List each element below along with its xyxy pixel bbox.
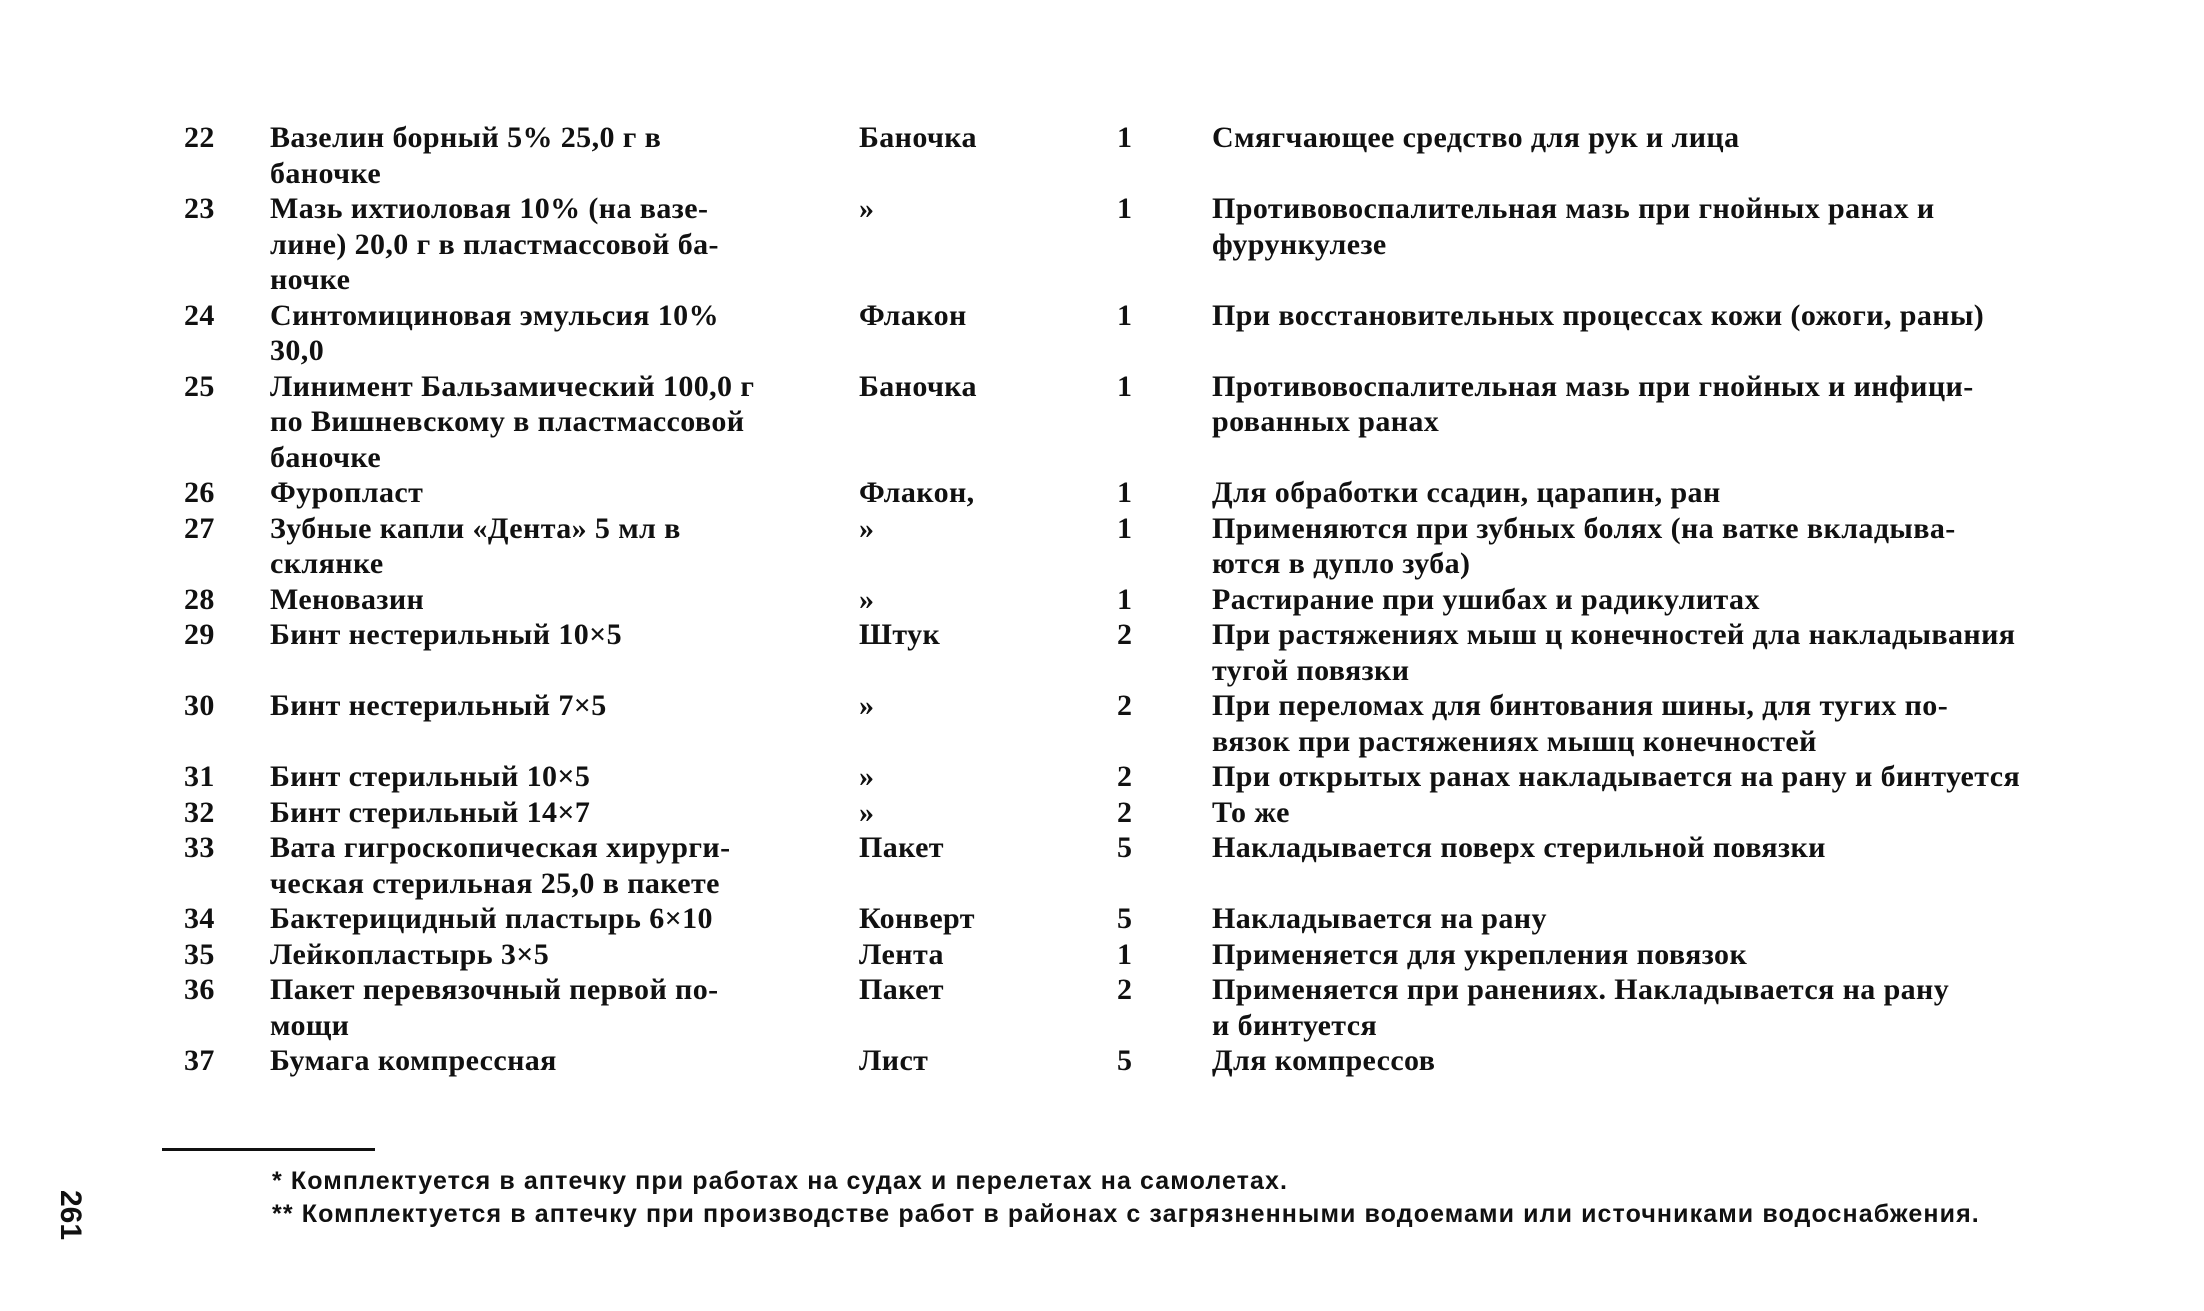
item-purpose: При восстановительных процессах кожи (ожоги, раны)	[1212, 298, 1985, 332]
item-number: 24	[184, 298, 215, 332]
item-name: Синтомициновая эмульсия 10% 30,0	[270, 298, 719, 367]
item-number: 25	[184, 369, 215, 403]
item-purpose: При открытых ранах накладывается на рану и бинтуется	[1212, 760, 2021, 793]
item-name: Вата гигроскопическая хирурги- ческая стерильная 25,0 в пакете	[270, 831, 731, 900]
item-number: 37	[184, 1044, 215, 1077]
item-purpose: Противовоспалительная мазь при гнойных и инфици- рованных ранах	[1212, 369, 1974, 438]
item-purpose: То же	[1212, 795, 1290, 829]
item-name: Фуропласт	[270, 476, 424, 509]
item-name: Вазелин борный 5% 25,0 г в баночке	[270, 121, 662, 190]
item-name: Пакет перевязочный первой по- мощи	[270, 973, 719, 1042]
item-package: Штук	[859, 618, 941, 651]
item-number: 35	[184, 937, 215, 971]
table-row	[180, 582, 2170, 618]
item-purpose: Противовоспалительная мазь при гнойных ранах и фурункулезе	[1212, 192, 1935, 261]
table-row	[180, 369, 2170, 476]
item-purpose: Для компрессов	[1212, 1044, 1436, 1077]
item-package: Конверт	[859, 902, 975, 935]
item-package: »	[859, 511, 875, 545]
item-purpose: Применяется для укрепления повязок	[1212, 937, 1748, 971]
table-row	[180, 511, 2170, 582]
item-package: »	[859, 192, 875, 225]
item-quantity: 5	[1117, 831, 1133, 864]
item-purpose: Для обработки ссадин, царапин, ран	[1212, 476, 1721, 509]
item-quantity: 5	[1117, 902, 1133, 935]
item-number: 31	[184, 760, 215, 793]
item-number: 34	[184, 902, 215, 935]
item-name: Линимент Бальзамический 100,0 г по Вишневскому в пластмассовой баночке	[270, 369, 755, 474]
item-package: Баночка	[859, 121, 977, 154]
table-row	[180, 688, 2170, 759]
item-name: Бинт стерильный 14×7	[270, 795, 591, 829]
item-number: 26	[184, 476, 215, 509]
item-package: Лист	[859, 1044, 929, 1077]
item-package: Флакон	[859, 298, 967, 332]
item-name: Зубные капли «Дента» 5 мл в склянке	[270, 511, 681, 580]
supply-table	[180, 120, 2170, 1079]
item-quantity: 2	[1117, 618, 1133, 651]
item-purpose: Растирание при ушибах и радикулитах	[1212, 582, 1760, 616]
table-row	[180, 937, 2170, 973]
item-package: Флакон,	[859, 476, 975, 509]
item-quantity: 1	[1117, 121, 1133, 154]
item-quantity: 1	[1117, 298, 1133, 332]
item-quantity: 1	[1117, 937, 1133, 971]
table-row	[180, 475, 2170, 511]
item-quantity: 5	[1117, 1044, 1133, 1077]
item-purpose: Накладывается на рану	[1212, 902, 1547, 935]
table-row	[180, 830, 2170, 901]
item-name: Бинт нестерильный 7×5	[270, 689, 607, 722]
item-number: 33	[184, 831, 215, 864]
page-number: 261	[54, 1189, 87, 1241]
item-purpose: Применяются при зубных болях (на ватке вкладыва- ются в дупло зуба)	[1212, 511, 1956, 580]
table-row	[180, 901, 2170, 937]
item-package: Баночка	[859, 369, 977, 403]
item-name: Бумага компрессная	[270, 1044, 557, 1077]
item-package: Пакет	[859, 831, 944, 864]
item-package: Лента	[859, 937, 944, 971]
item-purpose: Смягчающее средство для рук и лица	[1212, 121, 1740, 154]
item-name: Бинт стерильный 10×5	[270, 760, 591, 793]
table-row	[180, 759, 2170, 795]
item-name: Лейкопластырь 3×5	[270, 937, 550, 971]
item-name: Мазь ихтиоловая 10% (на вазе- лине) 20,0 г в пластмассовой ба- ночке	[270, 192, 719, 296]
item-purpose: При переломах для бинтования шины, для тугих по- вязок при растяжениях мышц конечностей	[1212, 689, 1949, 758]
item-package: »	[859, 760, 875, 793]
item-quantity: 1	[1117, 369, 1133, 403]
table-row	[180, 795, 2170, 831]
item-name: Меновазин	[270, 582, 425, 616]
item-package: »	[859, 795, 875, 829]
table-row	[180, 298, 2170, 369]
item-purpose: Применяется при ранениях. Накладывается на рану и бинтуется	[1212, 973, 1950, 1042]
item-quantity: 1	[1117, 511, 1133, 545]
item-number: 29	[184, 618, 215, 651]
item-purpose: При растяжениях мыш ц конечностей дла накладывания тугой повязки	[1212, 618, 2016, 687]
item-number: 22	[184, 121, 215, 154]
table-row	[180, 191, 2170, 298]
item-package: »	[859, 689, 875, 722]
table-row	[180, 120, 2170, 191]
item-quantity: 2	[1117, 973, 1133, 1006]
item-purpose: Накладывается поверх стерильной повязки	[1212, 831, 1826, 864]
item-quantity: 1	[1117, 476, 1133, 509]
item-number: 27	[184, 511, 215, 545]
item-number: 23	[184, 192, 215, 225]
item-quantity: 2	[1117, 689, 1133, 722]
footnotes	[272, 1165, 2172, 1231]
footnote-1: * Комплектуется в аптечку при работах на судах и перелетах на самолетах.	[272, 1167, 1289, 1195]
item-package: »	[859, 582, 875, 616]
item-number: 28	[184, 582, 215, 616]
item-quantity: 2	[1117, 760, 1133, 793]
item-name: Бинт нестерильный 10×5	[270, 618, 623, 651]
item-quantity: 1	[1117, 192, 1133, 225]
item-package: Пакет	[859, 973, 944, 1006]
item-number: 30	[184, 689, 215, 722]
item-quantity: 2	[1117, 795, 1133, 829]
table-row	[180, 617, 2170, 688]
item-number: 36	[184, 973, 215, 1006]
item-quantity: 1	[1117, 582, 1133, 616]
table-row	[180, 972, 2170, 1043]
footnote-2: ** Комплектуется в аптечку при производстве работ в районах с загрязненными водоемами или источниками водоснабжения.	[272, 1200, 1980, 1228]
footnote-divider	[162, 1148, 375, 1151]
item-name: Бактерицидный пластырь 6×10	[270, 902, 713, 935]
item-number: 32	[184, 795, 215, 829]
table-row	[180, 1043, 2170, 1079]
